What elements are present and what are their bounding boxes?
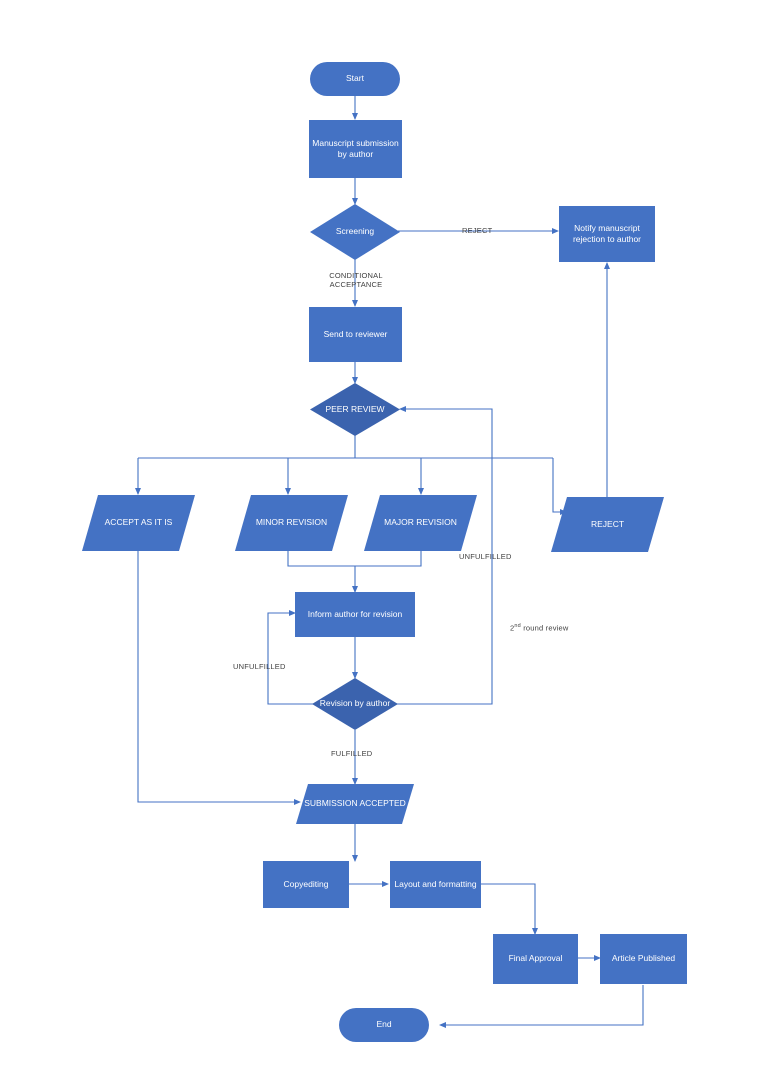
edge-label-fulfilled-text: FULFILLED <box>331 749 373 758</box>
edge-label-second-round-review <box>510 623 569 633</box>
node-screening-label: Screening <box>335 226 375 237</box>
edge-label-unfulfilled-left-text: UNFULFILLED <box>233 662 286 671</box>
node-minor-revision-label: MINOR REVISION <box>255 517 328 528</box>
node-layout-formatting-label: Layout and formatting <box>394 878 477 889</box>
node-accept-as-it-is[interactable] <box>82 495 195 551</box>
node-notify-rejection[interactable] <box>559 206 655 262</box>
node-inform-author-label: Inform author for revision <box>307 608 403 619</box>
node-final-approval[interactable] <box>493 934 578 984</box>
node-end[interactable] <box>339 1008 429 1042</box>
node-manuscript-submission-label: Manuscript submission by author <box>312 137 399 159</box>
edge-label-unfulfilled-right <box>459 552 512 561</box>
node-send-to-reviewer-label: Send to reviewer <box>323 328 388 339</box>
node-peer-review-label: PEER REVIEW <box>325 403 385 414</box>
edge-label-fulfilled <box>331 749 372 758</box>
edge-label-unfulfilled-right-text: UNFULFILLED <box>459 552 512 561</box>
edge-label-conditional-acceptance <box>316 271 396 290</box>
node-submission-accepted-label: SUBMISSION ACCEPTED <box>304 798 406 809</box>
node-article-published-label: Article Published <box>611 953 676 964</box>
node-notify-rejection-label: Notify manuscript rejection to author <box>572 222 642 244</box>
node-start-label: Start <box>346 73 364 84</box>
node-revision-by-author[interactable] <box>312 678 398 730</box>
edge-label-second-round-prefix: 2 <box>510 623 515 633</box>
node-screening[interactable] <box>310 204 400 260</box>
node-reject[interactable] <box>551 497 664 552</box>
node-reject-label: REJECT <box>590 518 625 529</box>
node-layout-formatting[interactable] <box>390 861 481 908</box>
edge-label-reject-text: REJECT <box>462 226 493 235</box>
node-major-revision-label: MAJOR REVISION <box>384 517 457 528</box>
edge-label-second-round-suffix: round review <box>520 623 569 633</box>
node-revision-by-author-label: Revision by author <box>319 698 391 709</box>
node-peer-review[interactable] <box>310 383 400 436</box>
node-start[interactable] <box>310 62 400 96</box>
edge-label-reject <box>462 226 492 235</box>
edge-label-unfulfilled-left <box>233 662 286 671</box>
node-accept-as-it-is-label: ACCEPT AS IT IS <box>104 517 173 528</box>
node-end-label: End <box>376 1019 392 1030</box>
node-article-published[interactable] <box>600 934 687 984</box>
node-minor-revision[interactable] <box>235 495 348 551</box>
edge-label-conditional-acceptance-text: CONDITIONAL ACCEPTANCE <box>329 271 383 290</box>
node-manuscript-submission[interactable] <box>309 120 402 178</box>
node-copyediting-label: Copyediting <box>283 878 329 889</box>
node-submission-accepted[interactable] <box>296 784 414 824</box>
edge-label-second-round-sup: nd <box>514 623 521 629</box>
node-major-revision[interactable] <box>364 495 477 551</box>
node-final-approval-label: Final Approval <box>508 953 563 964</box>
node-send-to-reviewer[interactable] <box>309 307 402 362</box>
node-copyediting[interactable] <box>263 861 349 908</box>
node-inform-author[interactable] <box>295 592 415 637</box>
